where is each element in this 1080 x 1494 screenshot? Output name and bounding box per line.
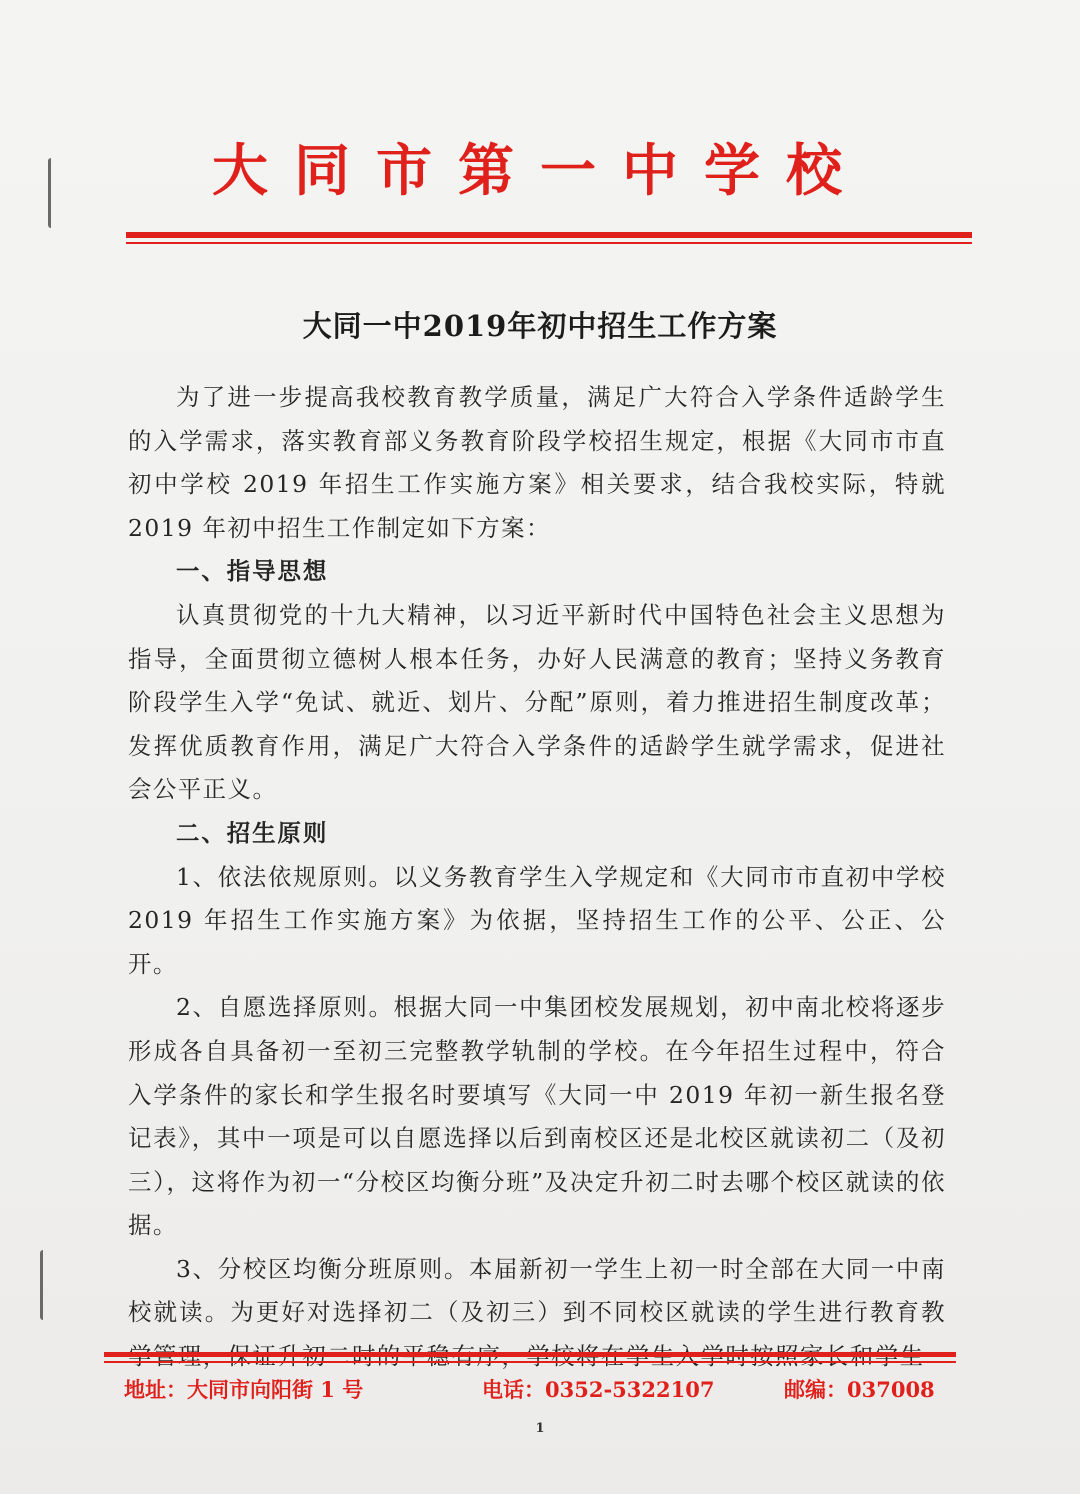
document-title: 大同一中2019年初中招生工作方案 [302, 309, 778, 343]
footer-address: 地址：大同市向阳街 1 号 [124, 1377, 364, 1402]
school-letterhead-name: 大同市第一中学校 [212, 139, 868, 204]
principle-1-paragraph: 1、依法依规原则。以义务教育学生入学规定和《大同市市直初中学校 2019 年招生工作实施方案》为依据，坚持招生工作的公平、公正、公开。 [128, 862, 946, 978]
letterhead-rule-thin [126, 242, 972, 244]
footer-rule-thin [104, 1361, 956, 1363]
section-heading-guiding-ideology: 一、指导思想 [176, 557, 329, 586]
guiding-ideology-paragraph: 认真贯彻党的十九大精神，以习近平新时代中国特色社会主义思想为指导，全面贯彻立德树人根本任务，办好人民满意的教育；坚持义务教育阶段学生入学“免试、就近、划片、分配”原则，着力推进招生制度改革；发挥优质教育作用，满足广大符合入学条件的适龄学生就学需求，促进社会公平正义。 [128, 600, 946, 804]
page-number: 1 [535, 1421, 545, 1436]
intro-paragraph: 为了进一步提高我校教育教学质量，满足广大符合入学条件适龄学生的入学需求，落实教育部义务教育阶段学校招生规定，根据《大同市市直初中学校 2019 年招生工作实施方案》相关要求，结合我校实际，特就 2019 年初中招生工作制定如下方案： [128, 383, 946, 542]
principle-2-paragraph: 2、自愿选择原则。根据大同一中集团校发展规划，初中南北校将逐步形成各自具备初一至初三完整教学轨制的学校。在今年招生过程中，符合入学条件的家长和学生报名时要填写《大同一中 2019 年初一新生报名登记表》，其中一项是可以自愿选择以后到南校区还是北校区就读初二（及初三），这将作为初一“分校区均衡分班”及决定升初二时去哪个校区就读的依据。 [128, 993, 946, 1240]
letterhead-footer [0, 1372, 1080, 1408]
letterhead-rule-thick [126, 232, 972, 238]
document-body [128, 376, 946, 1379]
binding-mark-bottom [40, 1250, 48, 1320]
footer-postcode: 邮编：037008 [784, 1377, 935, 1402]
footer-rule-thick [104, 1352, 956, 1357]
footer-phone: 电话：0352-5322107 [482, 1377, 715, 1402]
section-heading-enrollment-principles: 二、招生原则 [176, 818, 329, 847]
principle-3-paragraph: 3、分校区均衡分班原则。本届新初一学生上初一时全部在大同一中南校就读。为更好对选择初二（及初三）到不同校区就读的学生进行教育教 [128, 1254, 946, 1327]
